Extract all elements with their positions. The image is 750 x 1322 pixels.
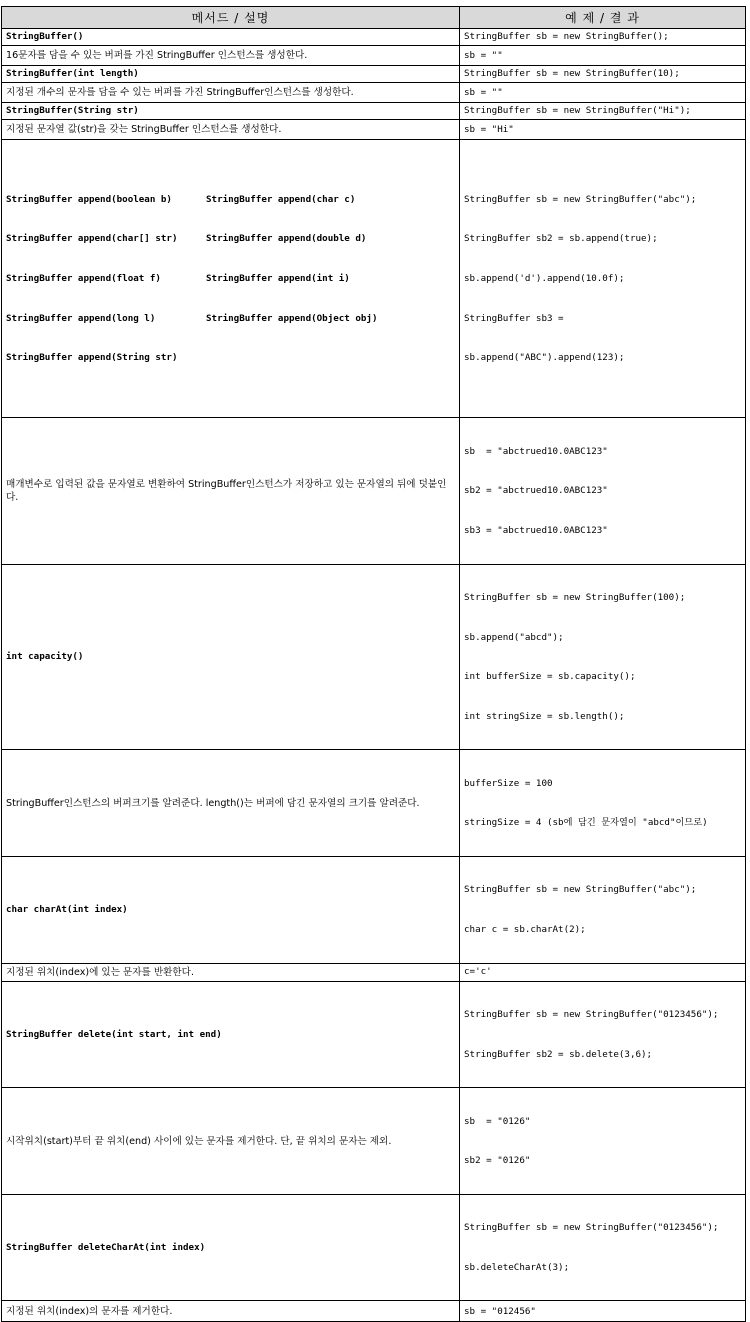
example-result bbox=[460, 418, 746, 564]
method-signature: StringBuffer append(long l) bbox=[6, 312, 156, 324]
method-signature: StringBuffer append(float f) bbox=[6, 273, 161, 285]
example-code bbox=[460, 981, 746, 1088]
table-header-row bbox=[2, 7, 746, 29]
example-code bbox=[460, 564, 746, 750]
method-signature: StringBuffer deleteCharAt(int index) bbox=[2, 1194, 460, 1301]
example-line: StringBuffer sb = new StringBuffer("abc"); bbox=[464, 884, 697, 896]
method-signature: int capacity() bbox=[2, 564, 460, 750]
method-signature: StringBuffer append(char[] str) bbox=[6, 233, 178, 245]
method-signature: StringBuffer append(char c) bbox=[206, 193, 356, 205]
example-line: int stringSize = sb.length(); bbox=[464, 710, 625, 722]
example-line: StringBuffer sb = new StringBuffer(10); bbox=[464, 68, 680, 80]
example-line: StringBuffer sb2 = sb.append(true); bbox=[464, 233, 658, 245]
example-result bbox=[460, 750, 746, 857]
method-signature: StringBuffer delete(int start, int end) bbox=[2, 981, 460, 1088]
table-row bbox=[2, 1194, 746, 1301]
table-row bbox=[2, 83, 746, 103]
table-row bbox=[2, 564, 746, 750]
example-line: sb = "0126" bbox=[464, 1115, 531, 1127]
example-line: sb3 = "abctrued10.0ABC123" bbox=[464, 524, 608, 536]
example-line: stringSize = 4 (sb에 담긴 문자열이 "abcd"이므로) bbox=[464, 817, 708, 829]
table-row bbox=[2, 981, 746, 1088]
header-example-result: 예 제 / 결 과 bbox=[460, 7, 746, 29]
method-description: 지정된 위치(index)에 있는 문자를 반환한다. bbox=[2, 963, 460, 981]
example-code bbox=[460, 29, 746, 46]
method-description: StringBuffer인스턴스의 버퍼크기를 알려준다. length()는 버퍼에 담긴 문자열의 크기를 알려준다. bbox=[2, 750, 460, 857]
method-signature: StringBuffer append(double d) bbox=[206, 233, 367, 245]
method-signature: StringBuffer append(int i) bbox=[206, 273, 350, 285]
example-line: sb = "abctrued10.0ABC123" bbox=[464, 445, 608, 457]
method-description: 지정된 문자열 값(str)을 갖는 StringBuffer 인스턴스를 생성한다. bbox=[2, 120, 460, 140]
example-result bbox=[460, 963, 746, 981]
method-signature: StringBuffer append(boolean b) bbox=[6, 193, 172, 205]
example-result bbox=[460, 46, 746, 66]
table-row bbox=[2, 1088, 746, 1195]
example-line: StringBuffer sb = new StringBuffer(100); bbox=[464, 591, 686, 603]
table-row bbox=[2, 856, 746, 963]
method-description: 16문자를 담을 수 있는 버퍼를 가진 StringBuffer 인스턴스를 생성한다. bbox=[2, 46, 460, 66]
example-code bbox=[460, 66, 746, 83]
method-signature: StringBuffer append(String str) bbox=[6, 352, 178, 364]
method-description: 지정된 개수의 문자를 담을 수 있는 버퍼를 가진 StringBuffer인스턴스를 생성한다. bbox=[2, 83, 460, 103]
example-line: StringBuffer sb = new StringBuffer("0123456"); bbox=[464, 1009, 719, 1020]
example-line: sb = "Hi" bbox=[464, 123, 514, 135]
table-row bbox=[2, 46, 746, 66]
example-line: sb.append("ABC").append(123); bbox=[464, 352, 625, 364]
example-line: sb = "" bbox=[464, 86, 503, 98]
example-line: StringBuffer sb2 = sb.delete(3,6); bbox=[464, 1048, 653, 1060]
example-line: sb2 = "0126" bbox=[464, 1155, 531, 1167]
example-line: StringBuffer sb = new StringBuffer("abc"); bbox=[464, 193, 697, 205]
example-line: StringBuffer sb = new StringBuffer("Hi"); bbox=[464, 105, 691, 117]
example-line: char c = sb.charAt(2); bbox=[464, 923, 586, 935]
table-row bbox=[2, 66, 746, 83]
method-description: 지정된 위치(index)의 문자를 제거한다. bbox=[2, 1301, 460, 1322]
table-row bbox=[2, 29, 746, 46]
table-row bbox=[2, 418, 746, 564]
table-row bbox=[2, 963, 746, 981]
example-line: sb.deleteCharAt(3); bbox=[464, 1261, 570, 1273]
stringbuffer-methods-table bbox=[1, 6, 746, 1322]
table-row bbox=[2, 750, 746, 857]
example-line: sb.append("abcd"); bbox=[464, 631, 564, 643]
method-signature: char charAt(int index) bbox=[2, 856, 460, 963]
method-signature-group bbox=[2, 140, 460, 418]
example-code bbox=[460, 1194, 746, 1301]
example-line: sb = "012456" bbox=[464, 1305, 536, 1317]
example-code bbox=[460, 856, 746, 963]
header-method-description: 메서드 / 설명 bbox=[2, 7, 460, 29]
example-line: sb.append('d').append(10.0f); bbox=[464, 273, 625, 285]
method-description: 매개변수로 입력된 값을 문자열로 변환하여 StringBuffer인스턴스가 저장하고 있는 문자열의 뒤에 덧붙인다. bbox=[2, 418, 460, 564]
example-line: int bufferSize = sb.capacity(); bbox=[464, 671, 636, 683]
example-result bbox=[460, 120, 746, 140]
example-line: sb = "" bbox=[464, 49, 503, 61]
example-code bbox=[460, 140, 746, 418]
table-row bbox=[2, 140, 746, 418]
method-description: 시작위치(start)부터 끝 위치(end) 사이에 있는 문자를 제거한다. 단, 끝 위치의 문자는 제외. bbox=[2, 1088, 460, 1195]
method-signature: StringBuffer(String str) bbox=[2, 103, 460, 120]
example-result bbox=[460, 1088, 746, 1195]
table-row bbox=[2, 103, 746, 120]
example-line: bufferSize = 100 bbox=[464, 777, 553, 789]
method-signature: StringBuffer(int length) bbox=[2, 66, 460, 83]
example-line: StringBuffer sb = new StringBuffer("0123456"); bbox=[464, 1222, 719, 1234]
example-line: StringBuffer sb = new StringBuffer(); bbox=[464, 31, 669, 43]
method-signature: StringBuffer append(Object obj) bbox=[206, 312, 378, 324]
example-code bbox=[460, 103, 746, 120]
example-line: c='c' bbox=[464, 966, 492, 978]
example-result bbox=[460, 1301, 746, 1322]
method-signature: StringBuffer() bbox=[2, 29, 460, 46]
table-row bbox=[2, 1301, 746, 1322]
example-result bbox=[460, 83, 746, 103]
example-line: StringBuffer sb3 = bbox=[464, 312, 564, 324]
example-line: sb2 = "abctrued10.0ABC123" bbox=[464, 485, 608, 497]
table-row bbox=[2, 120, 746, 140]
